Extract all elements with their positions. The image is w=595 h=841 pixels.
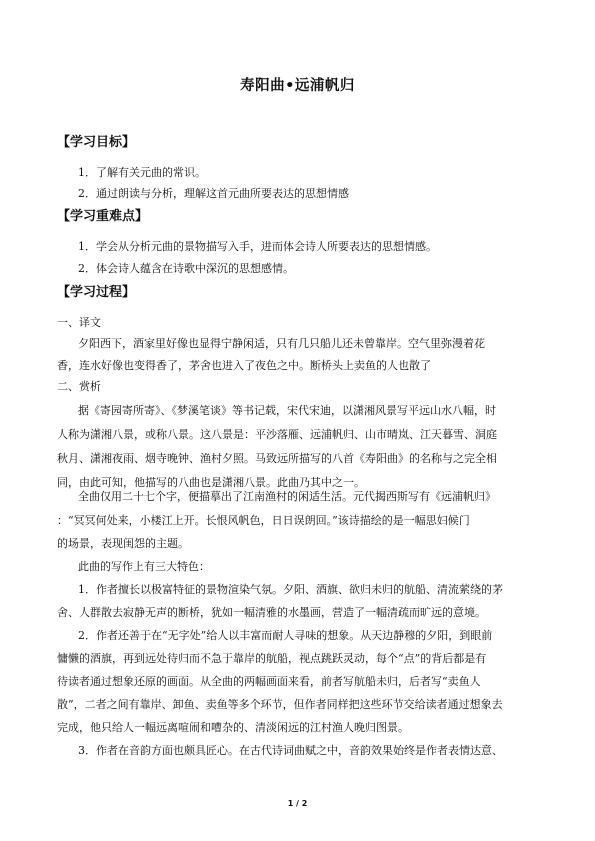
analysis-p2-line-3: 的场景，表现闺怨的主题。 xyxy=(57,537,189,550)
translation-title: 一、译文 xyxy=(57,316,101,329)
feature2-line-2: 慵懒的酒旗，再到远处待归而不急于靠岸的航船，视点跳跃灵动，每个“点”的背后都是有 xyxy=(57,652,487,665)
feature2-line-5: 完成，他只给人一幅远离喧闹和嘈杂的、清淡闲远的江村渔人晚归图景。 xyxy=(57,721,409,734)
page-number: 1 / 2 xyxy=(287,799,308,808)
analysis-p3-line: 此曲的写作上有三大特色： xyxy=(78,560,210,573)
feature2-line-3: 待读者通过想象还原的画面。从全曲的两幅画面来看，前者写航船未归，后者写“卖鱼人 xyxy=(57,675,481,688)
analysis-p1-line-4: 同，由此可知，他描写的八曲也是潇湘八景。此曲乃其中之一。 xyxy=(57,476,365,489)
feature1-line-2: 舍、人群散去寂静无声的断桥，犹如一幅清雅的水墨画，营造了一幅清疏而旷远的意境。 xyxy=(57,606,486,619)
feature2-line-1: 2．作者还善于在“无字处”给人以丰富而耐人寻味的想象。从天边静穆的夕阳，到眼前 xyxy=(78,629,493,642)
feature2-line-4: 散”，二者之间有靠岸、卸鱼、卖鱼等多个环节，但作者同样把这些环节交给读者通过想象去 xyxy=(57,698,503,711)
analysis-p1-line-3: 秋月、潇湘夜雨、烟寺晚钟、渔村夕照。马致远所描写的八首《寿阳曲》的名称与之完全相 xyxy=(57,452,497,465)
goals-heading: 【学习目标】 xyxy=(57,135,136,150)
analysis-p2-line-1: 全曲仅用二十七个字，便描摹出了江南渔村的闲适生活。元代揭西斯写有《远浦帆归》 xyxy=(78,490,496,503)
process-heading: 【学习过程】 xyxy=(57,285,136,300)
key-point-item-1: 1．学会从分析元曲的景物描写入手，进而体会诗人所要表达的思想情感。 xyxy=(78,240,437,253)
analysis-title: 二、赏析 xyxy=(57,380,101,393)
translation-line-2: 香，连水好像也变得香了，茅舍也进入了夜色之中。断桥头上卖鱼的人也散了 xyxy=(57,359,431,372)
goal-item-1: 1．了解有关元曲的常识。 xyxy=(78,166,206,179)
feature3-line-1: 3．作者在音韵方面也颇具匠心。在古代诗词曲赋之中，音韵效果始终是作者表情达意、 xyxy=(78,744,503,757)
analysis-p1-line-2: 人称为潇湘八景，或称八景。这八景是：平沙落雁、远浦帆归、山市晴岚、江天暮雪、洞庭 xyxy=(57,428,497,441)
analysis-p1-line-1: 据《寄园寄所寄》、《梦溪笔谈》等书记载，宋代宋迪，以潇湘风景写平远山水八幅，时 xyxy=(78,404,496,417)
analysis-p2-line-2: ：“冥冥何处来，小楼江上开。长恨风帆色，日日误朗回。”该诗描绘的是一幅思妇候门 xyxy=(57,514,470,527)
translation-line-1: 夕阳西下，酒家里好像也显得宁静闲适，只有几只船儿还未曾靠岸。空气里弥漫着花 xyxy=(78,337,485,350)
page-title: 寿阳曲•远浦帆归 xyxy=(240,78,355,94)
key-points-heading: 【学习重难点】 xyxy=(57,209,149,224)
feature1-line-1: 1．作者擅长以极富特征的景物渲染气氛。夕阳、酒旗、欲归未归的航船、清流萦绕的茅 xyxy=(78,583,503,596)
key-point-item-2: 2．体会诗人蕴含在诗歌中深沉的思想感情。 xyxy=(78,262,294,275)
goal-item-2: 2．通过朗读与分析，理解这首元曲所要表达的思想情感 xyxy=(78,187,349,200)
